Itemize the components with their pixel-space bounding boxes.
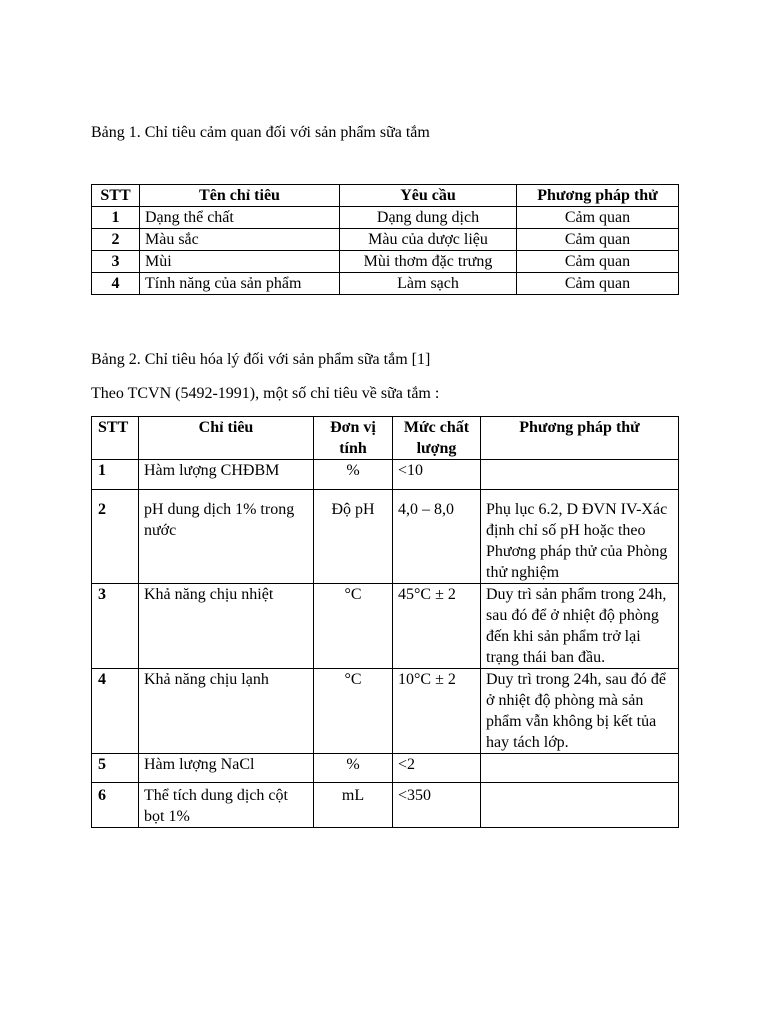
test-method: Duy trì trong 24h, sau đó để ở nhiệt độ phòng mà sản phẩm vẫn không bị kết tủa hay tách lớp. xyxy=(481,669,679,754)
row-number: 3 xyxy=(92,251,140,273)
header-unit: Đơn vị tính xyxy=(314,417,393,460)
header-stt: STT xyxy=(92,185,140,207)
table-row xyxy=(92,584,679,669)
unit: mL xyxy=(314,783,393,828)
row-number: 6 xyxy=(92,783,139,828)
physicochemical-table xyxy=(91,416,679,828)
test-method: Phụ lục 6.2, D ĐVN IV-Xác định chỉ số pH hoặc theo Phương pháp thử của Phòng thử nghiệm xyxy=(481,490,679,584)
criterion-name: Dạng thể chất xyxy=(140,207,340,229)
row-number: 4 xyxy=(92,273,140,295)
unit: °C xyxy=(314,584,393,669)
table-row xyxy=(92,669,679,754)
table-row xyxy=(92,783,679,828)
row-number: 2 xyxy=(92,490,139,584)
table-row xyxy=(92,273,679,295)
row-number: 3 xyxy=(92,584,139,669)
quality-level: <10 xyxy=(393,460,481,490)
header-criterion: Chỉ tiêu xyxy=(139,417,314,460)
test-method: Cảm quan xyxy=(517,273,679,295)
test-method: Duy trì sản phẩm trong 24h, sau đó để ở nhiệt độ phòng đến khi sản phẩm trở lại trạng thái ban đầu. xyxy=(481,584,679,669)
header-requirement: Yêu cầu xyxy=(340,185,517,207)
table-row xyxy=(92,251,679,273)
table2-intro: Theo TCVN (5492-1991), một số chỉ tiêu về sữa tắm : xyxy=(91,385,440,402)
test-method xyxy=(481,460,679,490)
table-row xyxy=(92,460,679,490)
test-method xyxy=(481,754,679,783)
quality-level: <2 xyxy=(393,754,481,783)
table2-caption: Bảng 2. Chỉ tiêu hóa lý đối với sản phẩm sữa tắm [1] xyxy=(91,351,431,368)
row-number: 1 xyxy=(92,460,139,490)
quality-level: 45°C ± 2 xyxy=(393,584,481,669)
test-method: Cảm quan xyxy=(517,229,679,251)
criterion: Khả năng chịu nhiệt xyxy=(139,584,314,669)
criterion: Hàm lượng CHĐBM xyxy=(139,460,314,490)
test-method xyxy=(481,783,679,828)
row-number: 4 xyxy=(92,669,139,754)
requirement: Dạng dung dịch xyxy=(340,207,517,229)
header-quality-level: Mức chất lượng xyxy=(393,417,481,460)
table-row xyxy=(92,207,679,229)
row-number: 1 xyxy=(92,207,140,229)
table-row xyxy=(92,229,679,251)
header-test-method: Phương pháp thử xyxy=(517,185,679,207)
criterion-name: Tính năng của sản phẩm xyxy=(140,273,340,295)
test-method: Cảm quan xyxy=(517,207,679,229)
requirement: Làm sạch xyxy=(340,273,517,295)
table1-caption: Bảng 1. Chỉ tiêu cảm quan đối với sản phẩm sữa tắm xyxy=(91,124,430,141)
criterion-name: Màu sắc xyxy=(140,229,340,251)
criterion: Khả năng chịu lạnh xyxy=(139,669,314,754)
unit: Độ pH xyxy=(314,490,393,584)
quality-level: <350 xyxy=(393,783,481,828)
table-row xyxy=(92,754,679,783)
quality-level: 10°C ± 2 xyxy=(393,669,481,754)
test-method: Cảm quan xyxy=(517,251,679,273)
criterion: Thể tích dung dịch cột bọt 1% xyxy=(139,783,314,828)
unit: °C xyxy=(314,669,393,754)
requirement: Màu của dược liệu xyxy=(340,229,517,251)
requirement: Mùi thơm đặc trưng xyxy=(340,251,517,273)
organoleptic-table xyxy=(91,184,679,295)
table-row xyxy=(92,490,679,584)
table-header-row xyxy=(92,185,679,207)
unit: % xyxy=(314,754,393,783)
row-number: 5 xyxy=(92,754,139,783)
header-criterion-name: Tên chỉ tiêu xyxy=(140,185,340,207)
header-test-method: Phương pháp thử xyxy=(481,417,679,460)
criterion: pH dung dịch 1% trong nước xyxy=(139,490,314,584)
criterion: Hàm lượng NaCl xyxy=(139,754,314,783)
unit: % xyxy=(314,460,393,490)
criterion-name: Mùi xyxy=(140,251,340,273)
row-number: 2 xyxy=(92,229,140,251)
quality-level: 4,0 – 8,0 xyxy=(393,490,481,584)
header-stt: STT xyxy=(92,417,139,460)
table-header-row xyxy=(92,417,679,460)
